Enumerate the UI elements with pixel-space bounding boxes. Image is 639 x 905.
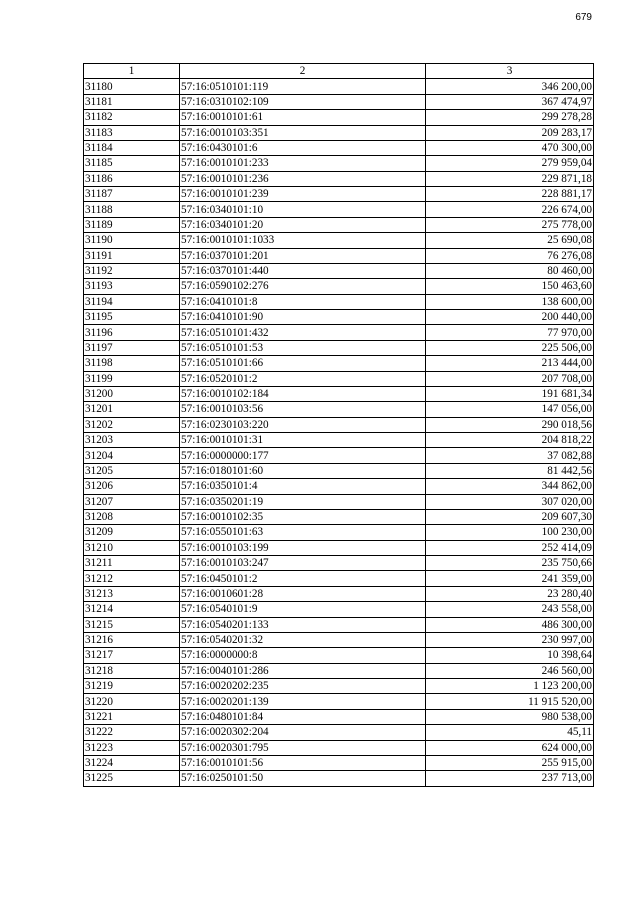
table-row [84,310,594,325]
row-number-cell: 31203 [84,433,180,448]
cadastral-value-cell: 11 915 520,00 [426,694,594,709]
cadastral-value-cell: 367 474,97 [426,94,594,109]
cadastral-number-cell: 57:16:0010101:236 [180,171,426,186]
cadastral-value-cell: 10 398,64 [426,648,594,663]
row-number-cell: 31218 [84,663,180,678]
table-row [84,386,594,401]
row-number-cell: 31215 [84,617,180,632]
cadastral-number-cell: 57:16:0010101:56 [180,755,426,770]
cadastral-number-cell: 57:16:0430101:6 [180,140,426,155]
cadastral-value-cell: 204 818,22 [426,433,594,448]
cadastral-value-cell: 25 690,08 [426,233,594,248]
cadastral-value-cell: 226 674,00 [426,202,594,217]
cadastral-value-cell: 37 082,88 [426,448,594,463]
row-number-cell: 31193 [84,279,180,294]
cadastral-value-cell: 225 506,00 [426,340,594,355]
cadastral-value-cell: 255 915,00 [426,755,594,770]
table-row [84,755,594,770]
table-row [84,556,594,571]
table-row [84,632,594,647]
table-row [84,140,594,155]
cadastral-number-cell: 57:16:0010101:1033 [180,233,426,248]
table-row [84,110,594,125]
cadastral-number-cell: 57:16:0010101:61 [180,110,426,125]
row-number-cell: 31219 [84,679,180,694]
cadastral-value-cell: 100 230,00 [426,525,594,540]
cadastral-value-cell: 486 300,00 [426,617,594,632]
table-row [84,125,594,140]
table-row [84,402,594,417]
cadastral-value-cell: 229 871,18 [426,171,594,186]
table-row [84,540,594,555]
cadastral-number-cell: 57:16:0540201:133 [180,617,426,632]
table-row [84,740,594,755]
table-row [84,709,594,724]
row-number-cell: 31208 [84,509,180,524]
cadastral-value-cell: 252 414,09 [426,540,594,555]
cadastral-number-cell: 57:16:0340101:20 [180,217,426,232]
cadastral-value-cell: 209 283,17 [426,125,594,140]
cadastral-value-cell: 76 276,08 [426,248,594,263]
cadastral-number-cell: 57:16:0340101:10 [180,202,426,217]
cadastral-value-cell: 230 997,00 [426,632,594,647]
cadastral-value-cell: 138 600,00 [426,294,594,309]
table-row [84,340,594,355]
cadastral-number-cell: 57:16:0010103:199 [180,540,426,555]
table-row [84,771,594,786]
cadastral-number-cell: 57:16:0000000:177 [180,448,426,463]
cadastral-number-cell: 57:16:0520101:2 [180,371,426,386]
table-row [84,463,594,478]
table-row [84,602,594,617]
cadastral-number-cell: 57:16:0370101:201 [180,248,426,263]
row-number-cell: 31190 [84,233,180,248]
cadastral-number-cell: 57:16:0250101:50 [180,771,426,786]
table-row [84,217,594,232]
row-number-cell: 31182 [84,110,180,125]
table-row [84,187,594,202]
cadastral-value-cell: 290 018,56 [426,417,594,432]
cadastral-number-cell: 57:16:0590102:276 [180,279,426,294]
row-number-cell: 31194 [84,294,180,309]
cadastral-number-cell: 57:16:0020202:235 [180,679,426,694]
table-row [84,525,594,540]
column-header-3: 3 [426,64,594,79]
table-row [84,263,594,278]
row-number-cell: 31201 [84,402,180,417]
row-number-cell: 31205 [84,463,180,478]
cadastral-value-cell: 307 020,00 [426,494,594,509]
row-number-cell: 31207 [84,494,180,509]
cadastral-value-cell: 624 000,00 [426,740,594,755]
row-number-cell: 31188 [84,202,180,217]
table-row [84,171,594,186]
cadastral-number-cell: 57:16:0540201:32 [180,632,426,647]
cadastral-value-cell: 237 713,00 [426,771,594,786]
row-number-cell: 31204 [84,448,180,463]
table-header-row [84,64,594,79]
row-number-cell: 31191 [84,248,180,263]
table-row [84,79,594,94]
table-row [84,663,594,678]
table-row [84,694,594,709]
cadastral-value-cell: 346 200,00 [426,79,594,94]
cadastral-value-cell: 77 970,00 [426,325,594,340]
table-row [84,433,594,448]
row-number-cell: 31197 [84,340,180,355]
row-number-cell: 31184 [84,140,180,155]
cadastral-value-cell: 81 442,56 [426,463,594,478]
row-number-cell: 31189 [84,217,180,232]
cadastral-number-cell: 57:16:0010102:35 [180,509,426,524]
row-number-cell: 31195 [84,310,180,325]
row-number-cell: 31216 [84,632,180,647]
row-number-cell: 31212 [84,571,180,586]
cadastral-number-cell: 57:16:0020201:139 [180,694,426,709]
cadastral-number-cell: 57:16:0010103:56 [180,402,426,417]
row-number-cell: 31187 [84,187,180,202]
cadastral-number-cell: 57:16:0000000:8 [180,648,426,663]
row-number-cell: 31210 [84,540,180,555]
cadastral-number-cell: 57:16:0510101:432 [180,325,426,340]
cadastral-number-cell: 57:16:0010103:247 [180,556,426,571]
table-row [84,294,594,309]
cadastral-number-cell: 57:16:0010601:28 [180,586,426,601]
table-row [84,648,594,663]
cadastral-value-cell: 243 558,00 [426,602,594,617]
cadastral-value-cell: 80 460,00 [426,263,594,278]
row-number-cell: 31198 [84,356,180,371]
table-row [84,202,594,217]
cadastral-number-cell: 57:16:0180101:60 [180,463,426,478]
cadastral-value-cell: 23 280,40 [426,586,594,601]
cadastral-number-cell: 57:16:0510101:53 [180,340,426,355]
cadastral-number-cell: 57:16:0480101:84 [180,709,426,724]
cadastral-value-cell: 241 359,00 [426,571,594,586]
row-number-cell: 31211 [84,556,180,571]
table-row [84,617,594,632]
cadastral-number-cell: 57:16:0040101:286 [180,663,426,678]
cadastral-number-cell: 57:16:0510101:119 [180,79,426,94]
cadastral-value-cell: 1 123 200,00 [426,679,594,694]
cadastral-number-cell: 57:16:0310102:109 [180,94,426,109]
row-number-cell: 31196 [84,325,180,340]
cadastral-value-cell: 213 444,00 [426,356,594,371]
row-number-cell: 31223 [84,740,180,755]
table-row [84,279,594,294]
row-number-cell: 31183 [84,125,180,140]
cadastral-value-cell: 279 959,04 [426,156,594,171]
row-number-cell: 31224 [84,755,180,770]
cadastral-value-cell: 191 681,34 [426,386,594,401]
cadastral-value-cell: 147 056,00 [426,402,594,417]
row-number-cell: 31185 [84,156,180,171]
row-number-cell: 31220 [84,694,180,709]
column-header-1: 1 [84,64,180,79]
cadastral-number-cell: 57:16:0010101:31 [180,433,426,448]
cadastral-number-cell: 57:16:0510101:66 [180,356,426,371]
cadastral-value-cell: 207 708,00 [426,371,594,386]
row-number-cell: 31186 [84,171,180,186]
table-row [84,571,594,586]
cadastral-number-cell: 57:16:0410101:90 [180,310,426,325]
cadastral-number-cell: 57:16:0550101:63 [180,525,426,540]
table-row [84,448,594,463]
cadastral-value-cell: 470 300,00 [426,140,594,155]
cadastral-value-cell: 344 862,00 [426,479,594,494]
table-row [84,325,594,340]
cadastral-value-cell: 150 463,60 [426,279,594,294]
cadastral-value-table [83,63,594,787]
table-row [84,494,594,509]
cadastral-number-cell: 57:16:0230103:220 [180,417,426,432]
cadastral-value-cell: 209 607,30 [426,509,594,524]
table-row [84,479,594,494]
cadastral-number-cell: 57:16:0010101:233 [180,156,426,171]
cadastral-value-cell: 235 750,66 [426,556,594,571]
row-number-cell: 31181 [84,94,180,109]
row-number-cell: 31199 [84,371,180,386]
table-row [84,725,594,740]
cadastral-value-cell: 299 278,28 [426,110,594,125]
cadastral-number-cell: 57:16:0350201:19 [180,494,426,509]
cadastral-number-cell: 57:16:0450101:2 [180,571,426,586]
cadastral-value-cell: 200 440,00 [426,310,594,325]
cadastral-number-cell: 57:16:0010103:351 [180,125,426,140]
cadastral-value-cell: 45,11 [426,725,594,740]
row-number-cell: 31225 [84,771,180,786]
cadastral-number-cell: 57:16:0370101:440 [180,263,426,278]
cadastral-number-cell: 57:16:0540101:9 [180,602,426,617]
cadastral-number-cell: 57:16:0020301:795 [180,740,426,755]
cadastral-number-cell: 57:16:0020302:204 [180,725,426,740]
row-number-cell: 31192 [84,263,180,278]
table-body [84,79,594,786]
table-row [84,509,594,524]
cadastral-number-cell: 57:16:0010101:239 [180,187,426,202]
row-number-cell: 31200 [84,386,180,401]
table-row [84,94,594,109]
table-row [84,417,594,432]
row-number-cell: 31209 [84,525,180,540]
table-row [84,156,594,171]
table-row [84,233,594,248]
page-number: 679 [575,12,592,23]
table-row [84,356,594,371]
table-row [84,586,594,601]
row-number-cell: 31202 [84,417,180,432]
table-row [84,679,594,694]
row-number-cell: 31180 [84,79,180,94]
row-number-cell: 31217 [84,648,180,663]
cadastral-value-cell: 275 778,00 [426,217,594,232]
cadastral-number-cell: 57:16:0350101:4 [180,479,426,494]
column-header-2: 2 [180,64,426,79]
cadastral-value-cell: 980 538,00 [426,709,594,724]
cadastral-value-cell: 246 560,00 [426,663,594,678]
row-number-cell: 31213 [84,586,180,601]
cadastral-value-cell: 228 881,17 [426,187,594,202]
row-number-cell: 31206 [84,479,180,494]
table-row [84,371,594,386]
row-number-cell: 31214 [84,602,180,617]
cadastral-number-cell: 57:16:0010102:184 [180,386,426,401]
cadastral-number-cell: 57:16:0410101:8 [180,294,426,309]
row-number-cell: 31222 [84,725,180,740]
table-row [84,248,594,263]
row-number-cell: 31221 [84,709,180,724]
